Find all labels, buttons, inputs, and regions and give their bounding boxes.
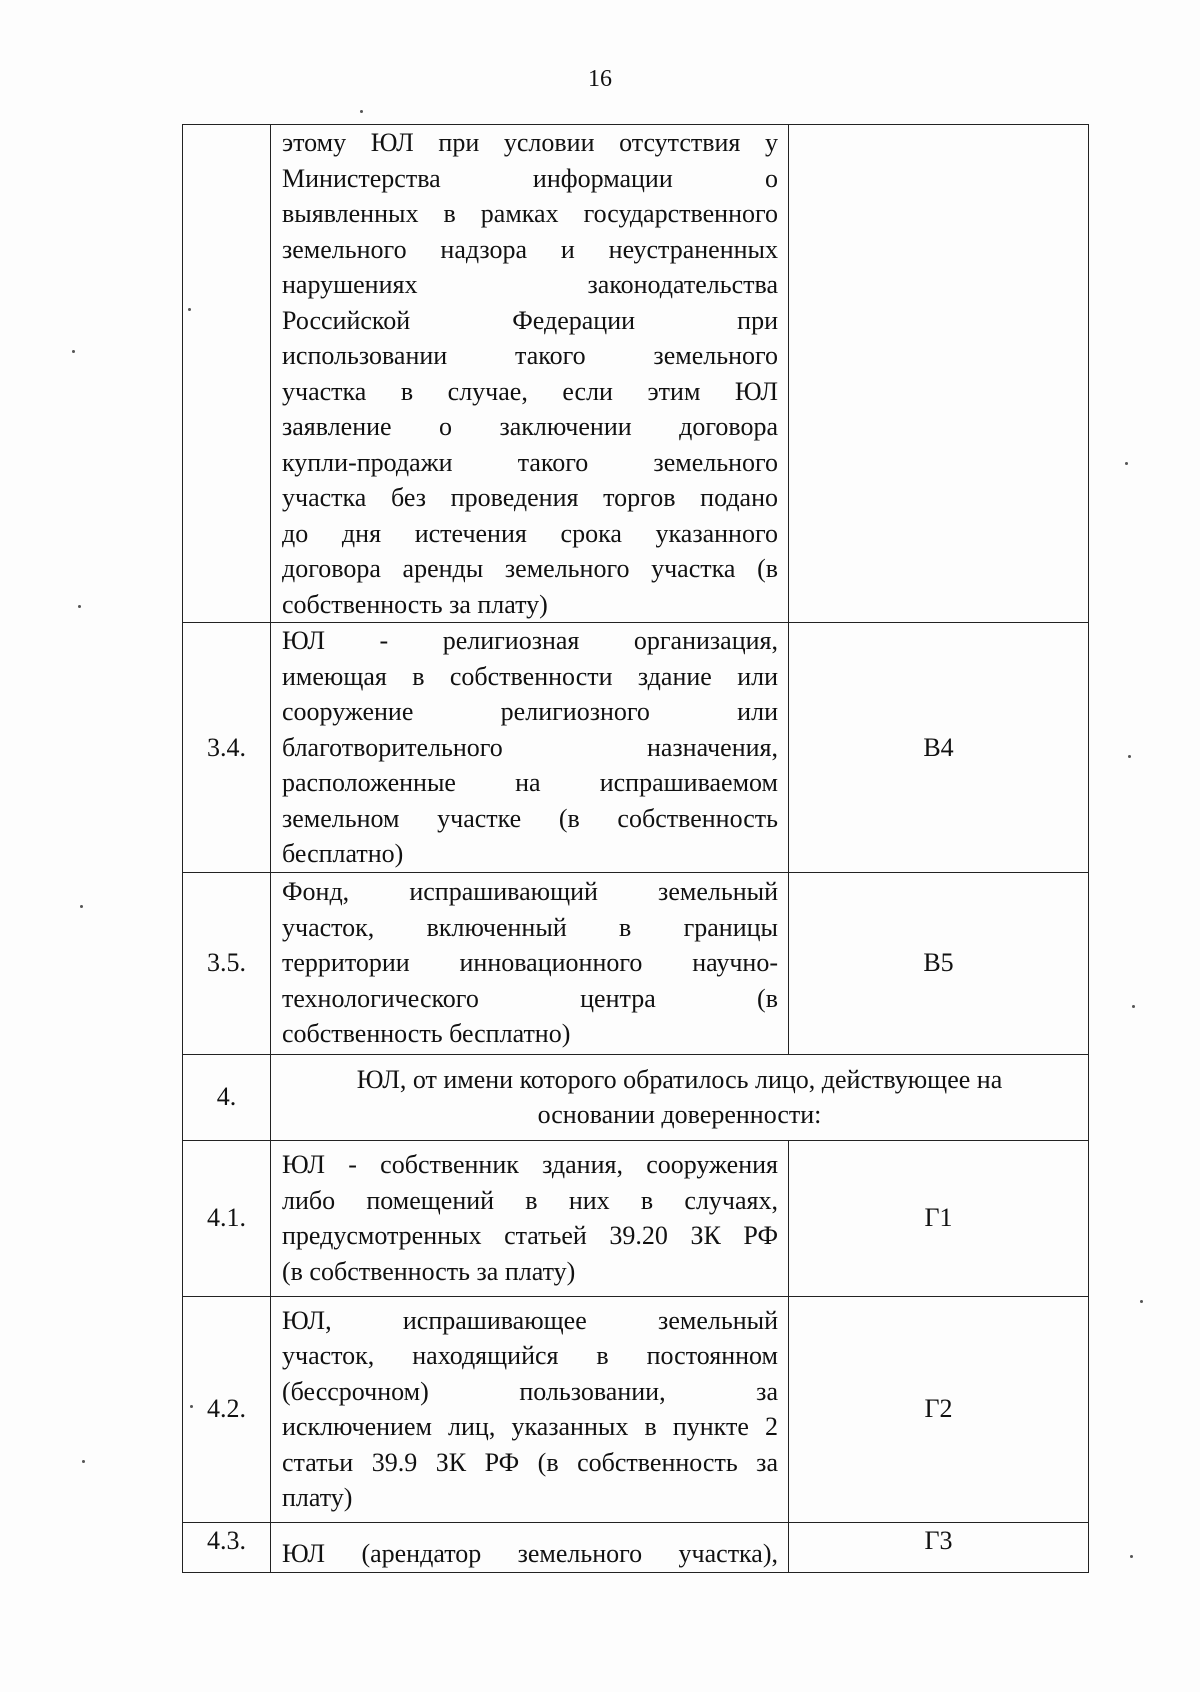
text-line: нарушениях законодательства — [282, 270, 778, 299]
text-line: ЮЛ - религиозная организация, — [282, 626, 778, 655]
text-line: сооружение религиозного или — [282, 697, 778, 726]
text-line: купли-продажи такого земельного — [282, 447, 778, 477]
scan-speck — [82, 1460, 85, 1463]
table-row — [183, 1296, 1089, 1522]
text-line: Фонд, испрашивающий земельный — [282, 877, 778, 907]
text-line: исключением лиц, указанных в пункте 2 — [282, 1412, 778, 1441]
text-line: либо помещений в них в случаях, — [282, 1185, 778, 1215]
scan-speck — [1130, 1555, 1133, 1558]
row-description — [271, 872, 789, 1054]
text-line: ЮЛ, от имени которого обратилось лицо, действующее на — [356, 1064, 1003, 1094]
row-number: 4. — [183, 1054, 271, 1140]
scan-speck — [1128, 755, 1131, 758]
text-line: участок, находящийся в постоянном — [282, 1341, 778, 1370]
page-number: 16 — [588, 66, 612, 92]
row-code: Г1 — [789, 1140, 1089, 1296]
scan-speck — [80, 905, 83, 908]
row-number: 3.4. — [183, 623, 271, 873]
row-description — [271, 1140, 789, 1296]
row-code: Г3 — [789, 1522, 1089, 1572]
row-description — [271, 1296, 789, 1522]
row-number: 4.3. — [183, 1522, 271, 1572]
table-row — [183, 1140, 1089, 1296]
row-code — [789, 125, 1089, 623]
text-line: расположенные на испрашиваемом — [282, 768, 778, 797]
table-row — [183, 872, 1089, 1054]
scan-speck — [78, 605, 81, 608]
row-code: В5 — [789, 872, 1089, 1054]
text-line: имеющая в собственности здание или — [282, 661, 778, 691]
text-line: договора аренды земельного участка (в — [282, 554, 778, 583]
text-line: заявление о заключении договора — [282, 412, 778, 441]
row-number: 3.5. — [183, 872, 271, 1054]
text-line: собственность бесплатно) — [282, 1019, 571, 1049]
text-line: до дня истечения срока указанного — [282, 518, 778, 548]
text-line: Министерства информации о — [282, 163, 778, 193]
table-row-section — [183, 1054, 1089, 1140]
row-description — [271, 125, 789, 623]
text-line: использовании такого земельного — [282, 341, 778, 370]
text-line: Российской Федерации при — [282, 305, 778, 335]
text-line: (в собственность за плату) — [282, 1256, 576, 1286]
text-line: земельного надзора и неустраненных — [282, 234, 778, 264]
applicant-category-table — [182, 124, 1089, 1573]
scan-speck — [1132, 1005, 1135, 1008]
text-line: статьи 39.9 ЗК РФ (в собственность за — [282, 1447, 778, 1477]
text-line: основании доверенности: — [537, 1100, 822, 1129]
table-row — [183, 623, 1089, 873]
text-line: территории инновационного научно- — [282, 948, 778, 978]
scan-speck — [72, 350, 75, 353]
row-code: Г2 — [789, 1296, 1089, 1522]
text-line: ЮЛ (арендатор земельного участка), — [282, 1539, 778, 1568]
text-line: участка в случае, если этим ЮЛ — [282, 376, 778, 406]
row-description — [271, 1522, 789, 1572]
row-description — [271, 623, 789, 873]
scan-speck — [1140, 1300, 1143, 1303]
text-line: выявленных в рамках государственного — [282, 199, 778, 228]
row-number: 4.1. — [183, 1140, 271, 1296]
text-line: собственность за плату) — [282, 589, 548, 619]
table-row — [183, 125, 1089, 623]
row-number — [183, 125, 271, 623]
row-number: 4.2. — [183, 1296, 271, 1522]
text-line: благотворительного назначения, — [282, 732, 778, 762]
text-line: участок, включенный в границы — [282, 912, 778, 942]
text-line: бесплатно) — [282, 839, 404, 868]
text-line: плату) — [282, 1483, 353, 1512]
text-line: земельном участке (в собственность — [282, 803, 778, 833]
table-row — [183, 1522, 1089, 1572]
text-line: ЮЛ, испрашивающее земельный — [282, 1305, 778, 1335]
text-line: (бессрочном) пользовании, за — [282, 1376, 778, 1406]
section-heading — [271, 1054, 1089, 1140]
scan-speck — [188, 308, 191, 311]
scan-speck — [1125, 462, 1128, 465]
scan-speck — [190, 1405, 193, 1408]
text-line: ЮЛ - собственник здания, сооружения — [282, 1150, 778, 1179]
text-line: этому ЮЛ при условии отсутствия у — [282, 128, 778, 157]
text-line: участка без проведения торгов подано — [282, 483, 778, 512]
scan-speck — [360, 110, 363, 113]
row-code: В4 — [789, 623, 1089, 873]
text-line: предусмотренных статьей 39.20 ЗК РФ — [282, 1221, 778, 1250]
text-line: технологического центра (в — [282, 983, 778, 1013]
